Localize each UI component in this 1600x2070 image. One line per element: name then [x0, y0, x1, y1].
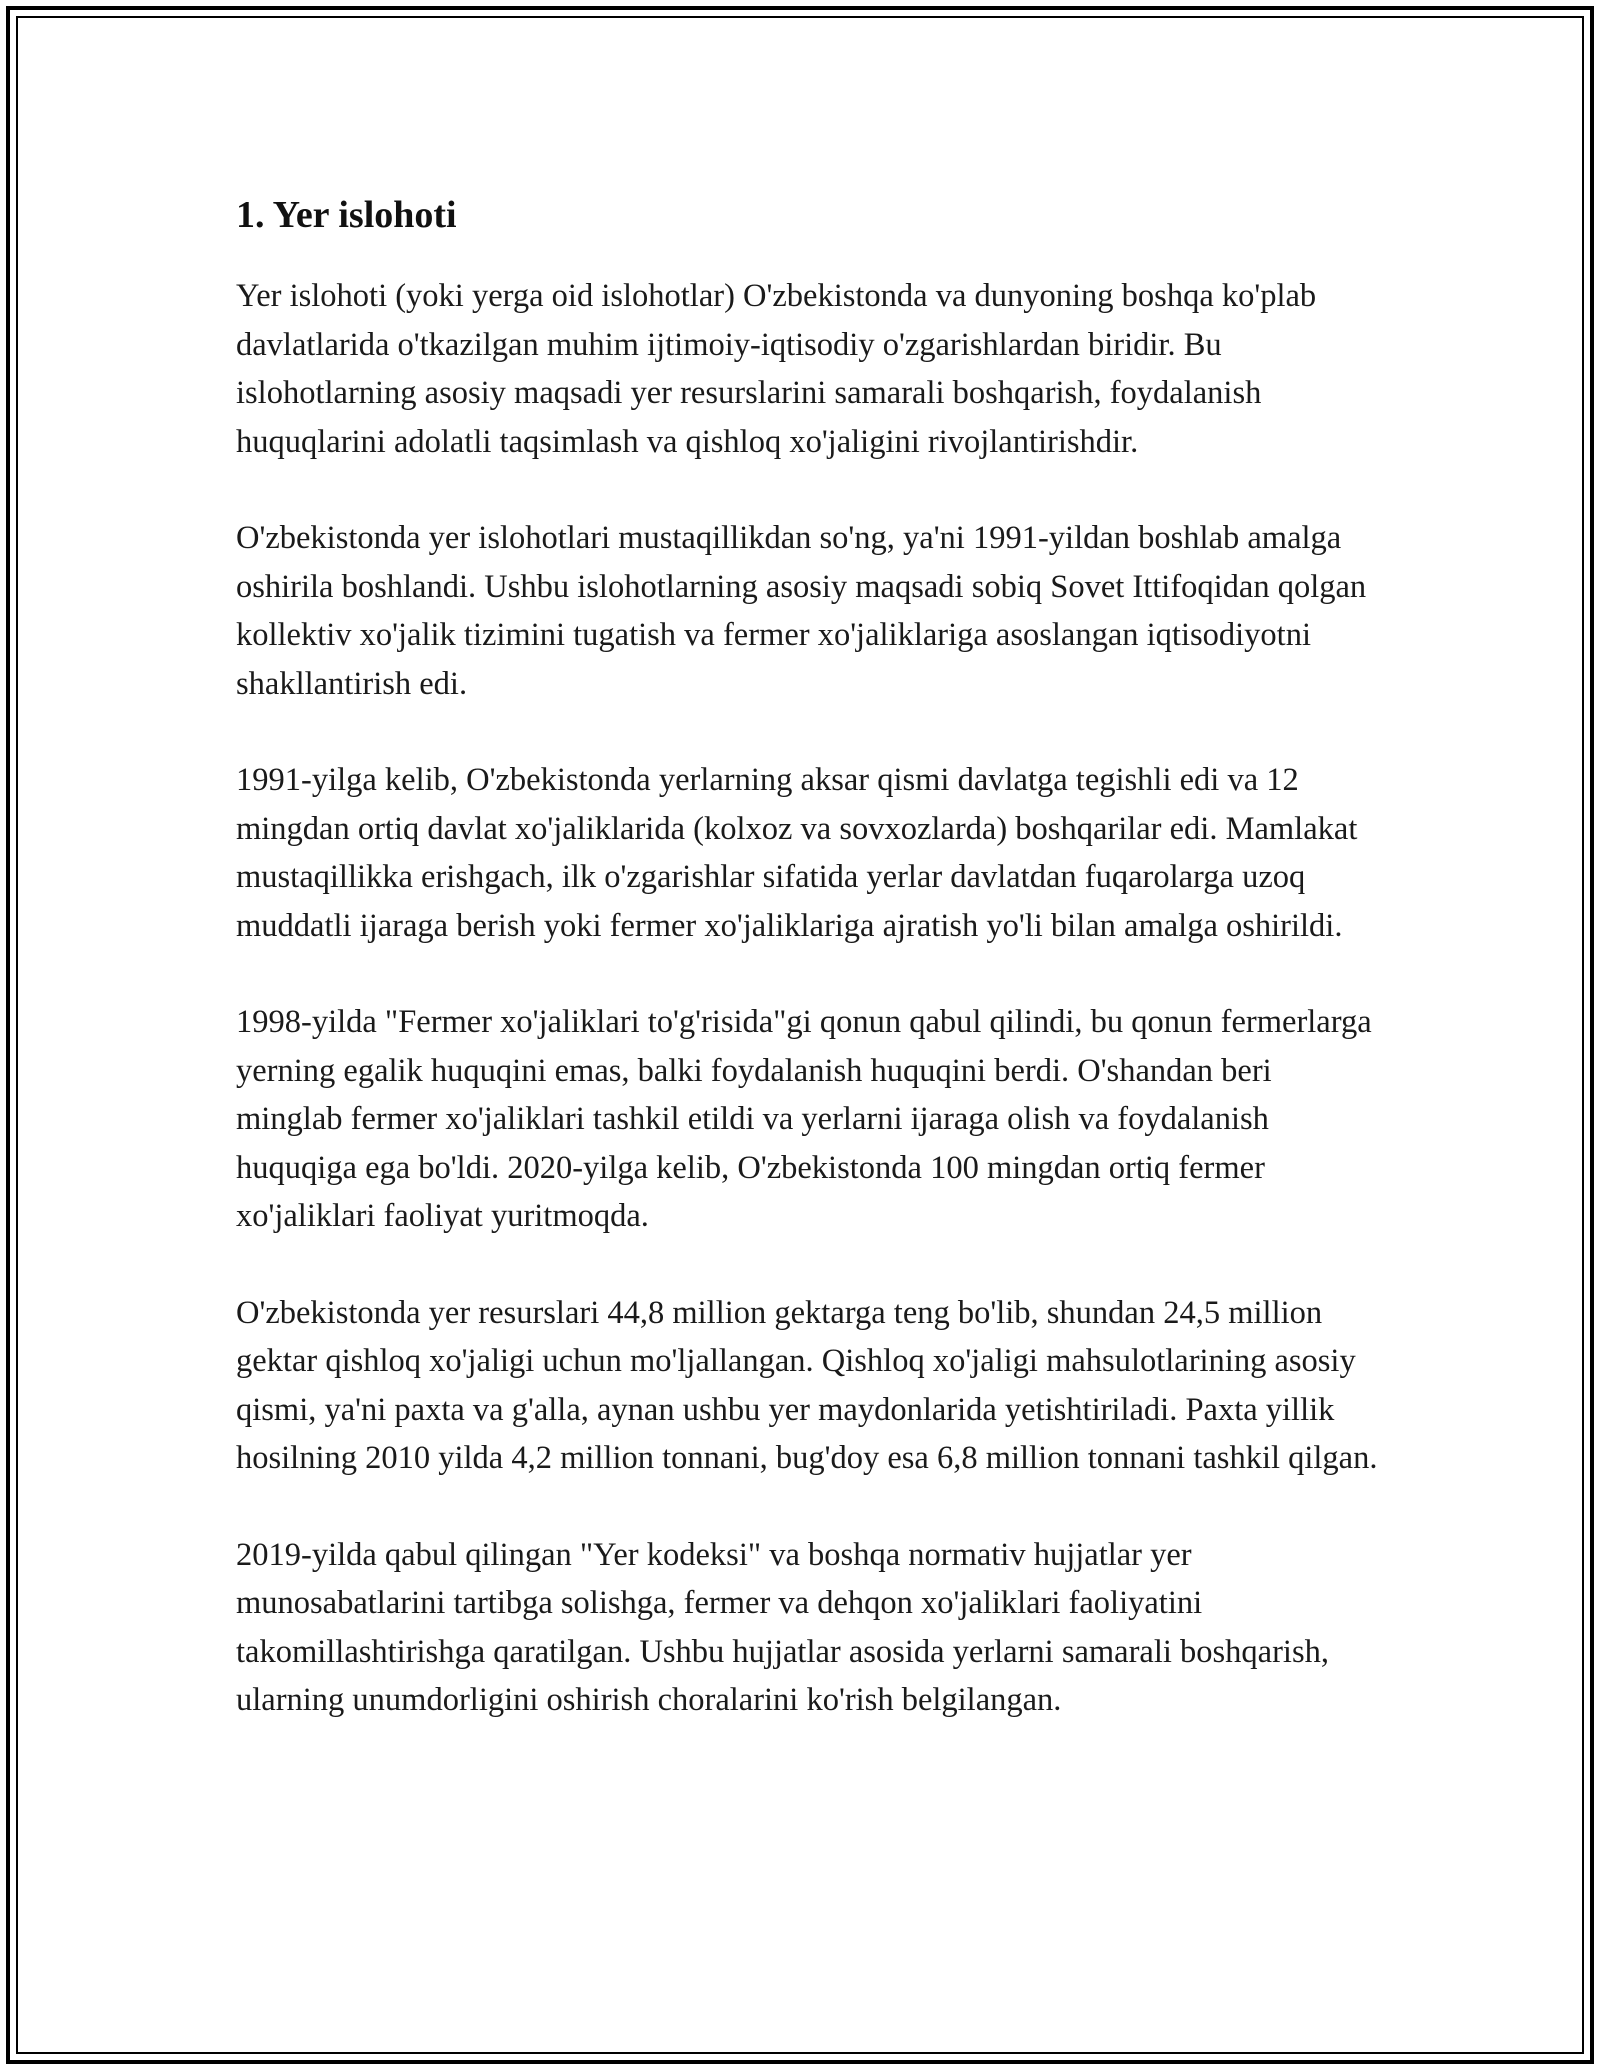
paragraph-4: 1998-yilda "Fermer xo'jaliklari to'g'risida"gi qonun qabul qilindi, bu qonun fermerlarga yerning egalik huquqini emas, balki foydalanish huquqini berdi. O'shandan beri minglab fermer xo'jaliklari tashkil etildi va yerlarni ijaraga olish va foydalanish huquqiga ega bo'ldi. 2020-yilga kelib, O'zbekistonda 100 mingdan ortiq fermer xo'jaliklari faoliyat yuritmoqda.	[236, 1004, 1372, 1234]
document-body	[236, 190, 1386, 1773]
paragraph-2: O'zbekistonda yer islohotlari mustaqillikdan so'ng, ya'ni 1991-yildan boshlab amalga oshirila boshlandi. Ushbu islohotlarning asosiy maqsadi sobiq Sovet Ittifoqidan qolgan kollektiv xo'jalik tizimini tugatish va fermer xo'jaliklariga asoslangan iqtisodiyotni shakllantirish edi.	[236, 520, 1367, 702]
section-heading: 1. Yer islohoti	[236, 194, 457, 236]
paragraph-3: 1991-yilga kelib, O'zbekistonda yerlarning aksar qismi davlatga tegishli edi va 12 mingdan ortiq davlat xo'jaliklarida (kolxoz va sovxozlarda) boshqarilar edi. Mamlakat mustaqillikka erishgach, ilk o'zgarishlar sifatida yerlar davlatdan fuqarolarga uzoq muddatli ijaraga berish yoki fermer xo'jaliklariga ajratish yo'li bilan amalga oshirildi.	[236, 762, 1358, 944]
paragraph-1: Yer islohoti (yoki yerga oid islohotlar) O'zbekistonda va dunyoning boshqa ko'plab davlatlarida o'tkazilgan muhim ijtimoiy-iqtisodiy o'zgarishlardan biridir. Bu islohotlarning asosiy maqsadi yer resurslarini samarali boshqarish, foydalanish huquqlarini adolatli taqsimlash va qishloq xo'jaligini rivojlantirishdir.	[236, 278, 1317, 460]
paragraph-6: 2019-yilda qabul qilingan "Yer kodeksi" va boshqa normativ hujjatlar yer munosabatlarini tartibga solishga, fermer va dehqon xo'jaliklari faoliyatini takomillashtirishga qaratilgan. Ushbu hujjatlar asosida yerlarni samarali boshqarish, ularning unumdorligini oshirish choralarini ko'rish belgilangan.	[236, 1536, 1329, 1718]
paragraph-5: O'zbekistonda yer resurslari 44,8 million gektarga teng bo'lib, shundan 24,5 million gektar qishloq xo'jaligi uchun mo'ljallangan. Qishloq xo'jaligi mahsulotlarining asosiy qismi, ya'ni paxta va g'alla, aynan ushbu yer maydonlarida yetishtiriladi. Paxta yillik hosilning 2010 yilda 4,2 million tonnani, bug'doy esa 6,8 million tonnani tashkil qilgan.	[236, 1294, 1378, 1476]
